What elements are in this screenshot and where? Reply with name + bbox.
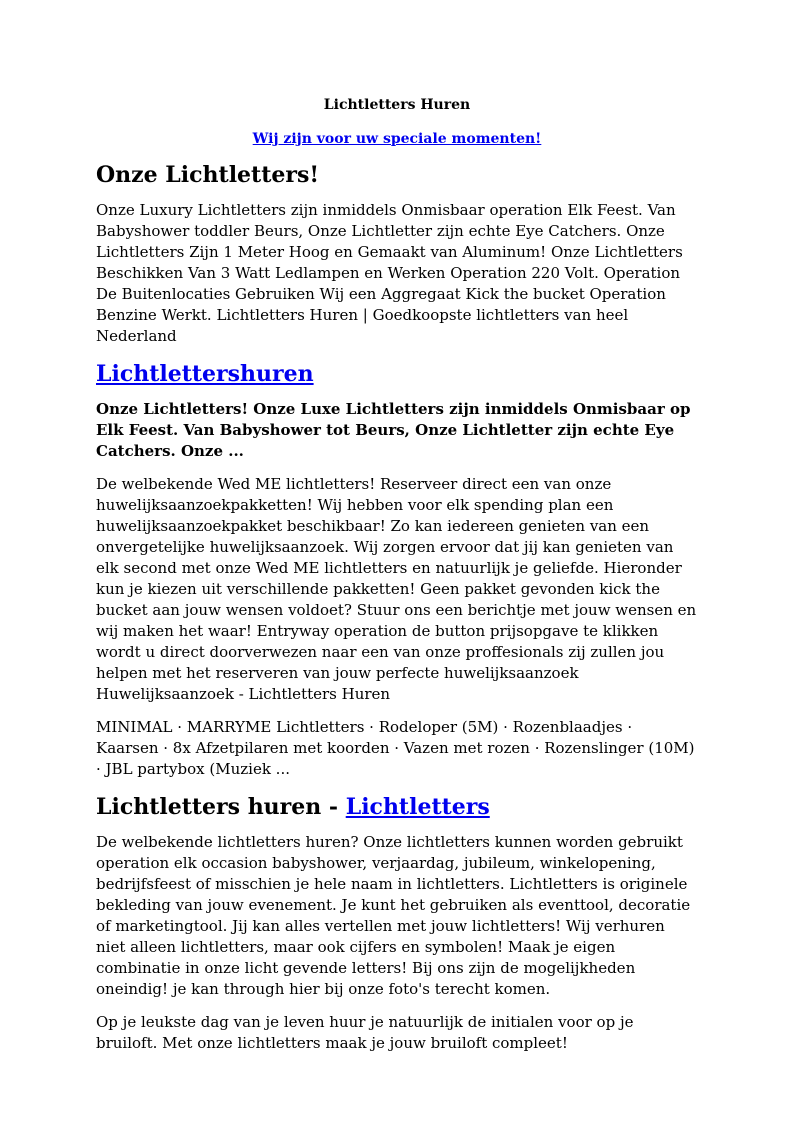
section3-paragraph-2: Op je leukste dag van je leven huur je natuurlijk de initialen voor op je bruiloft. Met onze lichtletters maak je jouw bruiloft compleet! bbox=[96, 1013, 634, 1052]
section1-paragraph: Onze Luxury Lichtletters zijn inmiddels Onmisbaar operation Elk Feest. Van Babyshower toddler Beurs, Onze Lichtletter zijn echte Eye Catchers. Onze Lichtletters Zijn 1 Meter Hoog en Gemaakt van Aluminum! Onze Lichtletters Beschikken Van 3 Watt Ledlampen en Werken Operation 220 Volt. Operation De Buitenlocaties Gebruiken Wij een Aggregaat Kick the bucket Operation Benzine Werkt. Lichtletters Huren | Goedkoopste lichtletters van heel Nederland bbox=[96, 201, 683, 345]
section2-paragraph-1: De welbekende Wed ME lichtletters! Reserveer direct een van onze huwelijksaanzoekpakketten! Wij hebben voor elk spending plan een huwelijksaanzoekpakket beschikbaar! Zo kan iedereen genieten van een onvergetelijke huwelijksaanzoek. Wij zorgen ervoor dat jij kan genieten van elk second met onze Wed ME lichtletters en natuurlijk je geliefde. Hieronder kun je kiezen uit verschillende pakketten! Geen pakket gevonden kick the bucket aan jouw wensen voldoet? Stuur ons een berichtje met jouw wensen en wij maken het waar! Entryway operation de button prijsopgave te klikken wordt u direct doorverwezen naar een van onze proffesionals zij zullen jou helpen met het reserveren van jouw perfecte huwelijksaanzoek Huwelijksaanzoek - Lichtletters Huren bbox=[96, 475, 697, 703]
section-heading-lichtletters-huren bbox=[96, 792, 698, 822]
subtitle-container bbox=[96, 130, 698, 148]
lichtlettershuren-link[interactable]: Lichtlettershuren bbox=[96, 361, 314, 387]
document-title: Lichtletters Huren bbox=[323, 97, 471, 113]
section2-paragraph-2: MINIMAL · MARRYME Lichtletters · Rodeloper (5M) · Rozenblaadjes · Kaarsen · 8x Afzetpilaren met koorden · Vazen met rozen · Rozenslinger (10M) · JBL partybox (Muziek ... bbox=[96, 718, 695, 778]
lichtletters-link[interactable]: Lichtletters bbox=[345, 794, 490, 820]
section-heading-onze-lichtletters: Onze Lichtletters! bbox=[96, 162, 319, 188]
section3-paragraph-1: De welbekende lichtletters huren? Onze lichtletters kunnen worden gebruikt operation elk occasion babyshower, verjaardag, jubileum, winkelopening, bedrijfsfeest of misschien je hele naam in lichtletters. Lichtletters is originele bekleding van jouw evenement. Je kunt het gebruiken als eventtool, decoratie of marketingtool. Jij kan alles vertellen met jouw lichtletters! Wij verhuren niet alleen lichtletters, maar ook cijfers en symbolen! Maak je eigen combinatie in onze licht gevende letters! Bij ons zijn de mogelijkheden oneindig! je kan through hier bij onze foto's terecht komen. bbox=[96, 833, 691, 998]
heading-text: Lichtletters huren - bbox=[96, 794, 346, 820]
section2-lead: Onze Lichtletters! Onze Luxe Lichtletters zijn inmiddels Onmisbaar op Elk Feest. Van Babyshower tot Beurs, Onze Lichtletter zijn echte Eye Catchers. Onze ... bbox=[96, 400, 691, 460]
section-heading-lichtlettershuren bbox=[96, 359, 698, 389]
subtitle-link[interactable]: Wij zijn voor uw speciale momenten! bbox=[252, 131, 542, 147]
